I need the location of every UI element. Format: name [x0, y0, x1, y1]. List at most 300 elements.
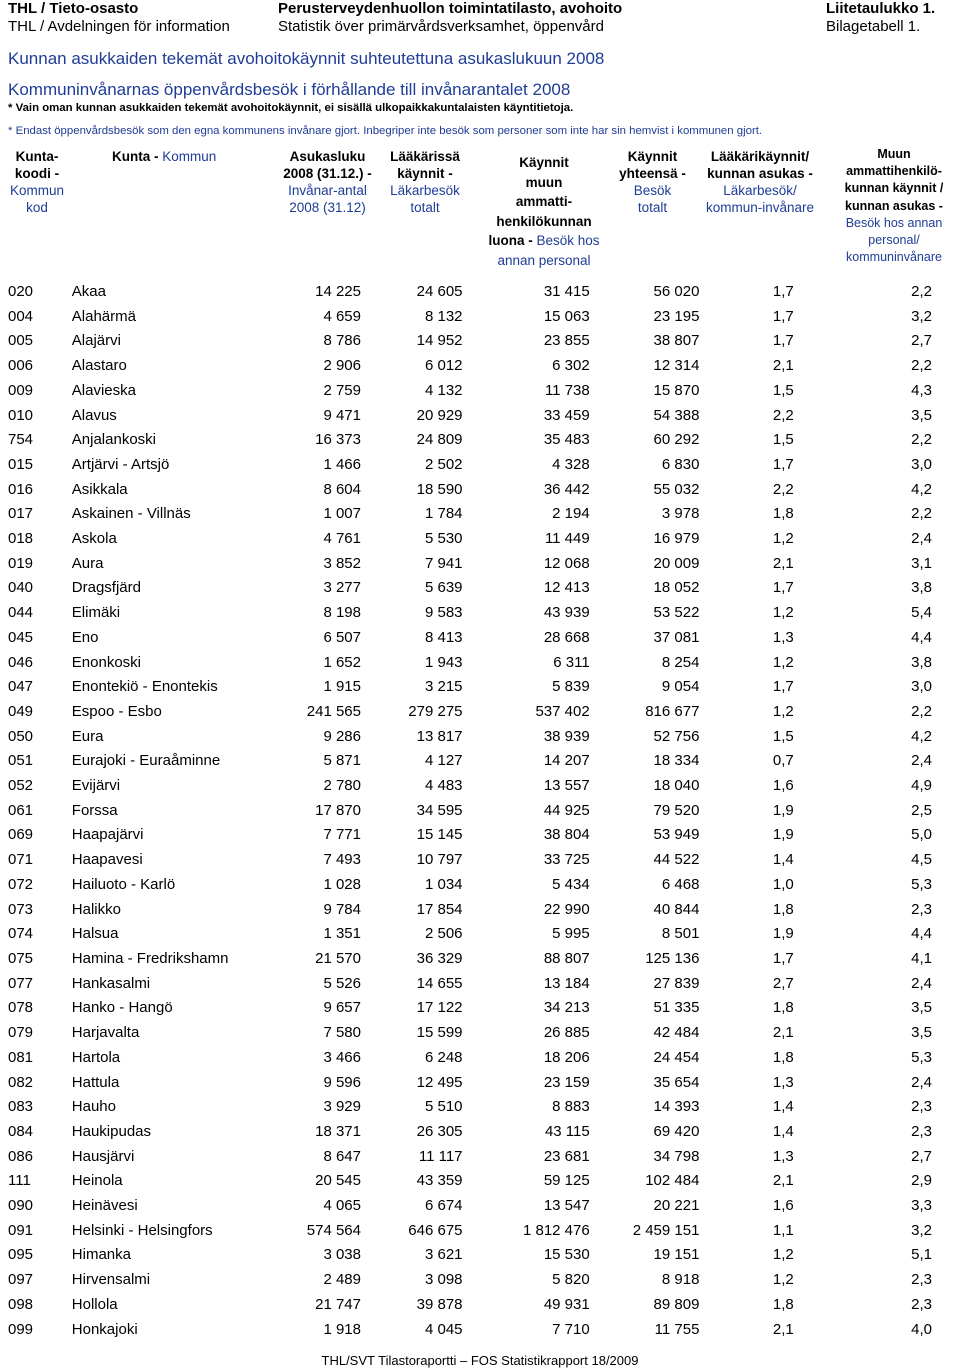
total-visits-cell: 69 420 [653, 1122, 700, 1140]
name-cell: Enonkoski [71, 653, 141, 671]
col-other-fi4: henkilökunnan [496, 213, 592, 229]
doctor-visits-cell: 6 012 [424, 357, 463, 375]
name-cell: Haukipudas [71, 1122, 151, 1140]
col-code-sv1: Kommun [9, 183, 65, 198]
col-otherper-fi3: kunnan käynnit / [844, 181, 944, 196]
total-visits-cell: 9 054 [661, 678, 700, 696]
doctor-per-resident-cell: 1,7 [772, 455, 794, 473]
total-visits-cell: 56 020 [653, 283, 700, 300]
table-row [0, 873, 960, 898]
doctor-visits-cell: 24 605 [416, 283, 463, 300]
name-cell: Helsinki - Helsingfors [71, 1221, 213, 1239]
population-cell: 8 198 [323, 604, 361, 622]
other-visits-cell: 6 311 [553, 653, 590, 671]
table-row [0, 527, 960, 552]
population-cell: 4 659 [323, 307, 361, 325]
table-row [0, 848, 960, 873]
col-name-fi: Kunta - [112, 149, 159, 164]
table-row [0, 1243, 960, 1268]
other-per-resident-cell: 5,4 [911, 604, 932, 622]
population-cell: 8 647 [323, 1147, 361, 1165]
other-per-resident-cell: 2,5 [911, 801, 932, 819]
table-row [0, 947, 960, 972]
doctor-visits-cell: 18 590 [416, 480, 463, 498]
table-row [0, 1318, 960, 1343]
name-cell: Alajärvi [71, 332, 121, 350]
other-visits-cell: 6 302 [552, 357, 590, 375]
other-visits-cell: 59 125 [543, 1172, 590, 1190]
header-org-sv: THL / Avdelningen för information [8, 18, 230, 35]
doctor-per-resident-cell: 1,2 [772, 1246, 794, 1264]
population-cell: 1 918 [323, 1320, 361, 1338]
other-per-resident-cell: 2,2 [911, 431, 932, 449]
doctor-visits-cell: 4 045 [424, 1320, 463, 1338]
col-docper-sv1: Läkarbesök/ [723, 183, 797, 198]
doctor-visits-cell: 8 132 [424, 307, 463, 325]
other-visits-cell: 13 184 [543, 974, 590, 992]
note-sv: * Endast öppenvårdsbesök som den egna kommunens invånare gjort. Inbegriper inte besök som personer som inte har sin hemvist i kommunen gjort. [8, 125, 763, 137]
code-cell: 069 [8, 826, 34, 844]
table-row [0, 626, 960, 651]
doctor-visits-cell: 1 943 [424, 653, 463, 671]
code-cell: 050 [8, 727, 34, 745]
other-visits-cell: 44 925 [543, 801, 590, 819]
code-cell: 016 [8, 480, 34, 498]
doctor-visits-cell: 1 034 [424, 875, 463, 893]
table-row [0, 799, 960, 824]
title-sv: Kommuninvånarnas öppenvårdsbesök i förhållande till invånarantalet 2008 [8, 80, 571, 99]
other-visits-cell: 26 885 [543, 1024, 590, 1042]
code-cell: 020 [8, 283, 34, 300]
total-visits-cell: 53 949 [653, 826, 700, 844]
total-visits-cell: 89 809 [653, 1295, 700, 1313]
doctor-visits-cell: 646 675 [408, 1221, 463, 1239]
col-other-fi5: luona - [488, 233, 533, 248]
doctor-visits-cell: 13 817 [416, 727, 463, 745]
name-cell: Halsua [71, 925, 119, 943]
col-docper-sv2: kommun-invånare [705, 200, 815, 215]
other-visits-cell: 11 449 [544, 530, 590, 548]
total-visits-cell: 79 520 [653, 801, 700, 819]
total-visits-cell: 55 032 [653, 480, 700, 498]
other-per-resident-cell: 2,2 [911, 283, 932, 300]
doctor-per-resident-cell: 1,4 [772, 1122, 794, 1140]
code-cell: 018 [8, 530, 34, 548]
col-header-doctor-per-resident [690, 148, 830, 216]
table-row [0, 1194, 960, 1219]
doctor-per-resident-cell: 1,3 [772, 628, 794, 646]
doctor-per-resident-cell: 1,8 [772, 900, 794, 918]
table-row [0, 823, 960, 848]
other-per-resident-cell: 2,3 [911, 1295, 932, 1313]
total-visits-cell: 23 195 [653, 307, 700, 325]
doctor-per-resident-cell: 1,2 [772, 653, 794, 671]
other-per-resident-cell: 4,3 [911, 381, 932, 399]
code-cell: 046 [8, 653, 34, 671]
population-cell: 574 564 [306, 1221, 361, 1239]
other-visits-cell: 33 459 [543, 406, 590, 424]
total-visits-cell: 11 755 [654, 1320, 700, 1338]
total-visits-cell: 15 870 [653, 381, 700, 399]
code-cell: 073 [8, 900, 34, 918]
other-per-resident-cell: 2,3 [911, 900, 932, 918]
other-per-resident-cell: 3,3 [911, 1197, 932, 1215]
col-otherper-fi4: kunnan asukas - [845, 198, 943, 213]
doctor-visits-cell: 15 599 [416, 1024, 463, 1042]
name-cell: Hankasalmi [71, 974, 151, 992]
other-per-resident-cell: 3,8 [911, 653, 932, 671]
col-otherper-fi1: Muun [877, 147, 911, 161]
population-cell: 17 870 [315, 801, 361, 819]
name-cell: Askola [71, 530, 117, 548]
other-visits-cell: 23 855 [543, 332, 590, 350]
doctor-visits-cell: 26 305 [416, 1122, 463, 1140]
population-cell: 1 652 [323, 653, 361, 671]
total-visits-cell: 27 839 [653, 974, 700, 992]
doctor-per-resident-cell: 1,5 [772, 431, 794, 449]
code-cell: 097 [8, 1271, 34, 1289]
other-visits-cell: 15 063 [543, 307, 590, 325]
total-visits-cell: 16 979 [653, 530, 700, 548]
col-otherper-sv2: personal/ [868, 233, 920, 248]
doctor-visits-cell: 3 098 [424, 1271, 463, 1289]
code-cell: 009 [8, 381, 34, 399]
other-per-resident-cell: 4,2 [911, 727, 932, 745]
code-cell: 079 [8, 1024, 34, 1042]
doctor-visits-cell: 8 413 [424, 628, 463, 646]
name-cell: Askainen - Villnäs [71, 505, 191, 523]
table-row [0, 1293, 960, 1318]
doctor-per-resident-cell: 2,2 [772, 480, 794, 498]
doctor-per-resident-cell: 1,7 [772, 332, 794, 350]
other-per-resident-cell: 2,3 [911, 1271, 932, 1289]
name-cell: Aura [71, 554, 104, 572]
other-per-resident-cell: 4,4 [911, 925, 932, 943]
name-cell: Hollola [71, 1295, 118, 1313]
col-otherper-fi2: ammattihenkilö- [846, 164, 942, 179]
doctor-per-resident-cell: 1,2 [772, 530, 794, 548]
total-visits-cell: 12 314 [653, 357, 700, 375]
name-cell: Hartola [71, 1048, 121, 1066]
population-cell: 6 507 [323, 628, 361, 646]
other-per-resident-cell: 2,4 [911, 530, 932, 548]
other-per-resident-cell: 3,2 [911, 307, 932, 325]
doctor-visits-cell: 36 329 [416, 949, 463, 967]
total-visits-cell: 44 522 [653, 851, 700, 869]
other-visits-cell: 22 990 [543, 900, 590, 918]
other-per-resident-cell: 5,1 [911, 1246, 932, 1264]
other-per-resident-cell: 2,7 [911, 332, 932, 350]
code-cell: 005 [8, 332, 34, 350]
table-row [0, 1071, 960, 1096]
doctor-visits-cell: 43 359 [416, 1172, 463, 1190]
table-row [0, 329, 960, 354]
doctor-visits-cell: 15 145 [416, 826, 463, 844]
table-row [0, 1145, 960, 1170]
other-visits-cell: 15 530 [543, 1246, 590, 1264]
doctor-per-resident-cell: 2,7 [772, 974, 794, 992]
population-cell: 3 038 [323, 1246, 361, 1264]
col-other-fi1: Käynnit [519, 155, 569, 170]
code-cell: 015 [8, 455, 34, 473]
total-visits-cell: 2 459 151 [632, 1221, 700, 1239]
name-cell: Evijärvi [71, 777, 121, 795]
col-header-name [112, 148, 216, 165]
table-row [0, 972, 960, 997]
population-cell: 9 471 [323, 406, 361, 424]
total-visits-cell: 18 334 [653, 752, 700, 770]
col-doctor-sv1: Läkarbesök [390, 183, 460, 198]
table-row [0, 700, 960, 725]
doctor-per-resident-cell: 1,5 [772, 381, 794, 399]
table-row [0, 478, 960, 503]
doctor-per-resident-cell: 1,5 [772, 727, 794, 745]
doctor-per-resident-cell: 1,9 [772, 826, 794, 844]
col-header-doctor-visits [375, 148, 475, 216]
other-per-resident-cell: 3,2 [911, 1221, 932, 1239]
other-visits-cell: 5 839 [552, 678, 590, 696]
name-cell: Haapavesi [71, 851, 143, 869]
total-visits-cell: 6 830 [661, 455, 700, 473]
table-row [0, 922, 960, 947]
header-table-fi: Liitetaulukko 1. [826, 0, 936, 17]
table-row [0, 774, 960, 799]
table-row [0, 749, 960, 774]
doctor-visits-cell: 12 495 [416, 1073, 463, 1091]
col-other-sv2: annan personal [497, 252, 591, 268]
total-visits-cell: 35 654 [653, 1073, 700, 1091]
doctor-per-resident-cell: 2,1 [772, 1320, 794, 1338]
code-cell: 051 [8, 752, 34, 770]
name-cell: Anjalankoski [71, 431, 156, 449]
code-cell: 010 [8, 406, 34, 424]
col-otherper-sv3: kommuninvånare [846, 250, 942, 265]
table-row [0, 1095, 960, 1120]
population-cell: 3 277 [323, 579, 361, 597]
name-cell: Hirvensalmi [71, 1271, 151, 1289]
total-visits-cell: 20 009 [653, 554, 700, 572]
other-per-resident-cell: 3,5 [911, 406, 932, 424]
table-row [0, 552, 960, 577]
note-fi: * Vain oman kunnan asukkaiden tekemät avohoitokäynnit, ei sisällä ulkopaikkakuntalaisten käyntitietoja. [8, 102, 574, 114]
doctor-per-resident-cell: 2,1 [772, 357, 794, 375]
total-visits-cell: 14 393 [653, 1098, 700, 1116]
table-row [0, 1046, 960, 1071]
total-visits-cell: 18 040 [653, 777, 700, 795]
name-cell: Hailuoto - Karlö [71, 875, 176, 893]
table-row [0, 354, 960, 379]
other-visits-cell: 7 710 [552, 1320, 590, 1338]
other-visits-cell: 23 159 [543, 1073, 590, 1091]
other-per-resident-cell: 4,9 [911, 777, 932, 795]
name-cell: Artjärvi - Artsjö [71, 455, 170, 473]
code-cell: 047 [8, 678, 34, 696]
total-visits-cell: 53 522 [653, 604, 700, 622]
population-cell: 21 747 [315, 1295, 361, 1313]
population-cell: 4 761 [323, 530, 361, 548]
other-visits-cell: 43 939 [543, 604, 590, 622]
footer-text: THL/SVT Tilastoraportti – FOS Statistikrapport 18/2009 [321, 1353, 639, 1368]
code-cell: 071 [8, 851, 34, 869]
doctor-visits-cell: 6 674 [424, 1197, 463, 1215]
doctor-per-resident-cell: 1,9 [772, 925, 794, 943]
table-row [0, 428, 960, 453]
doctor-per-resident-cell: 1,3 [772, 1073, 794, 1091]
population-cell: 2 489 [323, 1271, 361, 1289]
code-cell: 045 [8, 628, 34, 646]
other-per-resident-cell: 5,3 [911, 875, 932, 893]
code-cell: 082 [8, 1073, 34, 1091]
other-visits-cell: 28 668 [543, 628, 590, 646]
code-cell: 086 [8, 1147, 34, 1165]
table-row [0, 404, 960, 429]
title-fi: Kunnan asukkaiden tekemät avohoitokäynnit suhteutettuna asukaslukuun 2008 [8, 49, 605, 68]
population-cell: 7 771 [323, 826, 361, 844]
other-visits-cell: 35 483 [543, 431, 590, 449]
population-cell: 9 784 [323, 900, 361, 918]
col-pop-fi1: Asukasluku [289, 149, 366, 164]
doctor-per-resident-cell: 1,8 [772, 1048, 794, 1066]
table-row [0, 1021, 960, 1046]
name-cell: Elimäki [71, 604, 121, 622]
other-per-resident-cell: 4,0 [911, 1320, 932, 1338]
other-visits-cell: 31 415 [543, 283, 590, 300]
code-cell: 075 [8, 949, 34, 967]
population-cell: 3 466 [323, 1048, 361, 1066]
code-cell: 091 [8, 1221, 34, 1239]
total-visits-cell: 40 844 [653, 900, 700, 918]
table-row [0, 675, 960, 700]
doctor-per-resident-cell: 1,8 [772, 1295, 794, 1313]
code-cell: 004 [8, 307, 34, 325]
doctor-per-resident-cell: 1,1 [772, 1221, 794, 1239]
col-total-fi1: Käynnit [627, 149, 678, 164]
name-cell: Honkajoki [71, 1320, 138, 1338]
code-cell: 099 [8, 1320, 34, 1338]
total-visits-cell: 24 454 [653, 1048, 700, 1066]
other-visits-cell: 5 820 [552, 1271, 590, 1289]
total-visits-cell: 19 151 [653, 1246, 700, 1264]
other-visits-cell: 13 557 [543, 777, 590, 795]
doctor-per-resident-cell: 1,7 [772, 307, 794, 325]
doctor-visits-cell: 9 583 [424, 604, 463, 622]
other-per-resident-cell: 3,5 [911, 1024, 932, 1042]
table-row [0, 996, 960, 1021]
doctor-visits-cell: 10 797 [416, 851, 463, 869]
population-cell: 2 780 [323, 777, 361, 795]
other-visits-cell: 12 068 [543, 554, 590, 572]
doctor-visits-cell: 14 952 [416, 332, 463, 350]
other-visits-cell: 43 115 [544, 1122, 590, 1140]
code-cell: 017 [8, 505, 34, 523]
name-cell: Himanka [71, 1246, 131, 1264]
col-pop-sv2: 2008 (31.12) [289, 200, 366, 215]
name-cell: Heinola [71, 1172, 123, 1190]
population-cell: 8 604 [323, 480, 361, 498]
table-body [0, 280, 960, 1342]
other-per-resident-cell: 4,1 [911, 949, 932, 967]
col-docper-fi1: Lääkärikäynnit/ [710, 149, 810, 164]
total-visits-cell: 54 388 [653, 406, 700, 424]
doctor-visits-cell: 6 248 [424, 1048, 463, 1066]
doctor-per-resident-cell: 2,1 [772, 554, 794, 572]
doctor-per-resident-cell: 1,2 [772, 1271, 794, 1289]
population-cell: 5 871 [323, 752, 361, 770]
population-cell: 2 906 [323, 357, 361, 375]
population-cell: 1 007 [323, 505, 361, 523]
other-per-resident-cell: 3,8 [911, 579, 932, 597]
other-per-resident-cell: 5,3 [911, 1048, 932, 1066]
doctor-visits-cell: 3 215 [424, 678, 463, 696]
total-visits-cell: 37 081 [653, 628, 700, 646]
doctor-visits-cell: 4 483 [424, 777, 463, 795]
col-name-sv: Kommun [162, 149, 217, 164]
table-row [0, 898, 960, 923]
population-cell: 9 657 [323, 999, 361, 1017]
other-visits-cell: 5 434 [552, 875, 590, 893]
doctor-per-resident-cell: 2,1 [772, 1172, 794, 1190]
name-cell: Asikkala [71, 480, 128, 498]
other-per-resident-cell: 3,0 [911, 455, 932, 473]
municipality-table [0, 280, 960, 1342]
code-cell: 006 [8, 357, 34, 375]
other-per-resident-cell: 2,4 [911, 752, 932, 770]
other-visits-cell: 36 442 [543, 480, 590, 498]
name-cell: Hamina - Fredrikshamn [71, 949, 229, 967]
population-cell: 18 371 [315, 1122, 361, 1140]
doctor-per-resident-cell: 1,2 [772, 702, 794, 720]
doctor-visits-cell: 5 530 [424, 530, 463, 548]
total-visits-cell: 8 918 [661, 1271, 700, 1289]
doctor-per-resident-cell: 1,6 [772, 777, 794, 795]
code-cell: 040 [8, 579, 34, 597]
col-otherper-sv1: Besök hos annan [845, 215, 943, 230]
other-per-resident-cell: 2,2 [911, 505, 932, 523]
header-org-fi: THL / Tieto-osasto [8, 0, 139, 17]
other-per-resident-cell: 2,7 [911, 1147, 932, 1165]
code-cell: 044 [8, 604, 34, 622]
col-other-fi3: ammatti- [515, 194, 573, 209]
code-cell: 019 [8, 554, 34, 572]
doctor-visits-cell: 11 117 [418, 1147, 463, 1165]
code-cell: 072 [8, 875, 34, 893]
other-visits-cell: 1 812 476 [522, 1221, 590, 1239]
other-per-resident-cell: 3,5 [911, 999, 932, 1017]
col-header-code [4, 148, 70, 216]
doctor-visits-cell: 14 655 [416, 974, 463, 992]
table-row [0, 601, 960, 626]
col-total-sv1: Besök [633, 183, 672, 198]
table-row [0, 576, 960, 601]
other-per-resident-cell: 3,0 [911, 678, 932, 696]
col-header-total-visits [605, 148, 700, 216]
population-cell: 4 065 [323, 1197, 361, 1215]
col-other-sv1: Besök hos [536, 233, 600, 248]
name-cell: Halikko [71, 900, 121, 918]
other-per-resident-cell: 3,1 [911, 554, 932, 572]
population-cell: 8 786 [323, 332, 361, 350]
name-cell: Alavus [71, 406, 117, 424]
doctor-per-resident-cell: 1,4 [772, 851, 794, 869]
name-cell: Haapajärvi [71, 826, 144, 844]
population-cell: 14 225 [315, 283, 361, 300]
doctor-visits-cell: 39 878 [416, 1295, 463, 1313]
col-header-other-per-resident [832, 146, 956, 266]
col-total-fi2: yhteensä - [619, 166, 686, 181]
name-cell: Espoo - Esbo [71, 702, 162, 720]
doctor-visits-cell: 34 595 [416, 801, 463, 819]
doctor-per-resident-cell: 1,6 [772, 1197, 794, 1215]
